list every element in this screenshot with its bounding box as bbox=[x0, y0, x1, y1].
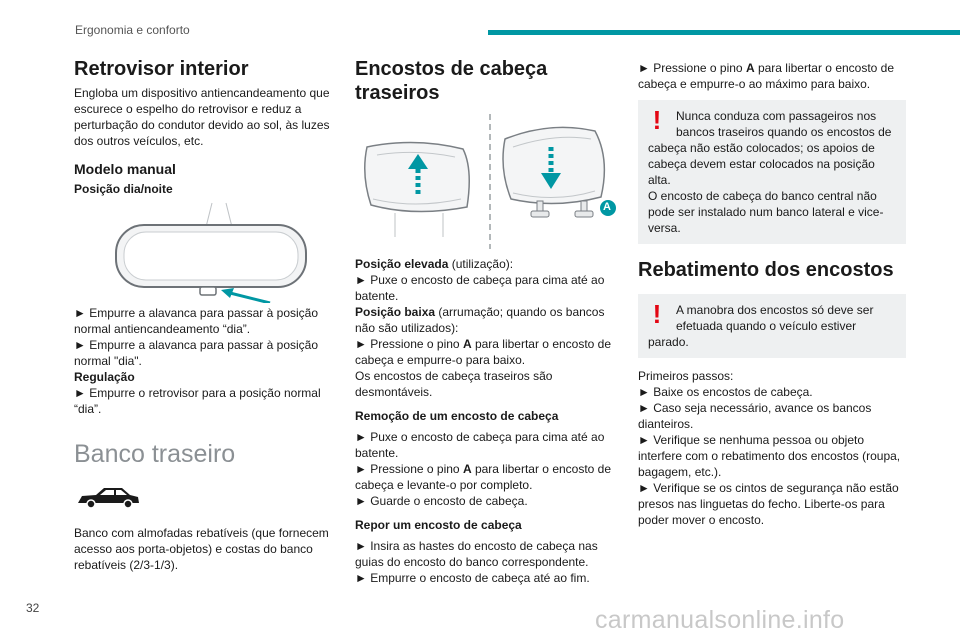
day-night-label: Posição dia/noite bbox=[74, 182, 173, 196]
refit-step-1: ► Insira as hastes do encosto de cabeça nas guias do encosto do banco correspondente. bbox=[355, 539, 598, 569]
column-left bbox=[74, 55, 336, 573]
first-step-2: ► Caso seja necessário, avance os bancos dianteiros. bbox=[638, 401, 872, 431]
column-right bbox=[638, 55, 906, 528]
header-accent-bar bbox=[488, 30, 960, 35]
manual-heading: Modelo manual bbox=[74, 161, 176, 177]
warning-text-1b: O encosto de cabeça do banco central não pode ser instalado num banco lateral e vice-versa. bbox=[648, 189, 884, 235]
warning-box-fold bbox=[638, 294, 906, 358]
headrest-illustration bbox=[355, 109, 620, 254]
watermark: carmanualsonline.info bbox=[595, 606, 845, 634]
warning-text-2: A manobra dos encostos só deve ser efetuada quando o veículo estiver parado. bbox=[648, 303, 874, 349]
remove-step-2: ► Pressione o pino A para libertar o encosto de cabeça e levante-o por completo. bbox=[355, 462, 612, 492]
removable-note: Os encostos de cabeça traseiros são desmontáveis. bbox=[355, 369, 553, 399]
mirror-illustration bbox=[74, 197, 336, 303]
mirror-title: Retrovisor interior bbox=[74, 58, 249, 80]
warning-exclamation-icon: ! bbox=[652, 299, 662, 329]
page-number: 32 bbox=[26, 601, 40, 615]
headrest-title: Encostos de cabeça traseiros bbox=[355, 58, 548, 104]
first-steps-label: Primeiros passos: bbox=[638, 369, 734, 383]
callout-a: A bbox=[603, 201, 611, 213]
adjust-label: Regulação bbox=[74, 370, 135, 384]
low-step: ► Pressione o pino A para libertar o encosto de cabeça e empurre-o para baixo. bbox=[355, 337, 612, 367]
low-position-text: Posição baixa (arrumação; quando os bancos não são utilizados): bbox=[355, 305, 605, 335]
mirror-step-2: ► Empurre a alavanca para passar à posição normal "dia". bbox=[74, 338, 319, 368]
running-header: Ergonomia e conforto bbox=[75, 23, 190, 37]
mirror-step-3: ► Empurre o retrovisor para a posição normal “dia”. bbox=[74, 386, 321, 416]
first-step-1: ► Baixe os encostos de cabeça. bbox=[638, 385, 813, 399]
remove-step-3: ► Guarde o encosto de cabeça. bbox=[355, 494, 528, 508]
mirror-step-1: ► Empurre a alavanca para passar à posição normal antiencandeamento “dia”. bbox=[74, 306, 319, 336]
mirror-intro: Engloba um dispositivo antiencandeamento que escurece o espelho do retrovisor e reduz a perturbação do condutor devido ao sol, às luzes dos outros veículos, etc. bbox=[74, 86, 330, 148]
remove-heading: Remoção de um encosto de cabeça bbox=[355, 409, 559, 423]
raised-step: ► Puxe o encosto de cabeça para cima até ao batente. bbox=[355, 273, 605, 303]
rear-seat-text: Banco com almofadas rebatíveis (que fornecem acesso aos porta-objetos) e costas do banco rebatíveis (2/3-1/3). bbox=[74, 526, 329, 572]
warning-exclamation-icon: ! bbox=[652, 105, 662, 135]
warning-box-headrests bbox=[638, 100, 906, 244]
raised-position-text: Posição elevada (utilização): bbox=[355, 257, 514, 271]
press-pin-step: ► Pressione o pino A para libertar o encosto de cabeça e empurre-o ao máximo para baixo. bbox=[638, 61, 895, 91]
remove-step-1: ► Puxe o encosto de cabeça para cima até ao batente. bbox=[355, 430, 605, 460]
rear-seat-title: Banco traseiro bbox=[74, 440, 236, 468]
first-step-4: ► Verifique se os cintos de segurança não estão presos nas linguetas do fecho. Liberte-os para poder mover o encosto. bbox=[638, 481, 899, 527]
sedan-car-icon bbox=[74, 483, 336, 513]
warning-text-1: Nunca conduza com passageiros nos bancos traseiros quando os encostos de cabeça não estão colocados; os apoios de cabeça devem estar colocados na posição alta. bbox=[648, 109, 892, 187]
column-middle bbox=[355, 55, 620, 586]
first-step-3: ► Verifique se nenhuma pessoa ou objeto interfere com o rebatimento dos encostos (roupa, bagagem, etc.). bbox=[638, 433, 901, 479]
refit-heading: Repor um encosto de cabeça bbox=[355, 518, 522, 532]
refit-step-2: ► Empurre o encosto de cabeça até ao fim. bbox=[355, 571, 590, 585]
fold-title: Rebatimento dos encostos bbox=[638, 259, 894, 281]
